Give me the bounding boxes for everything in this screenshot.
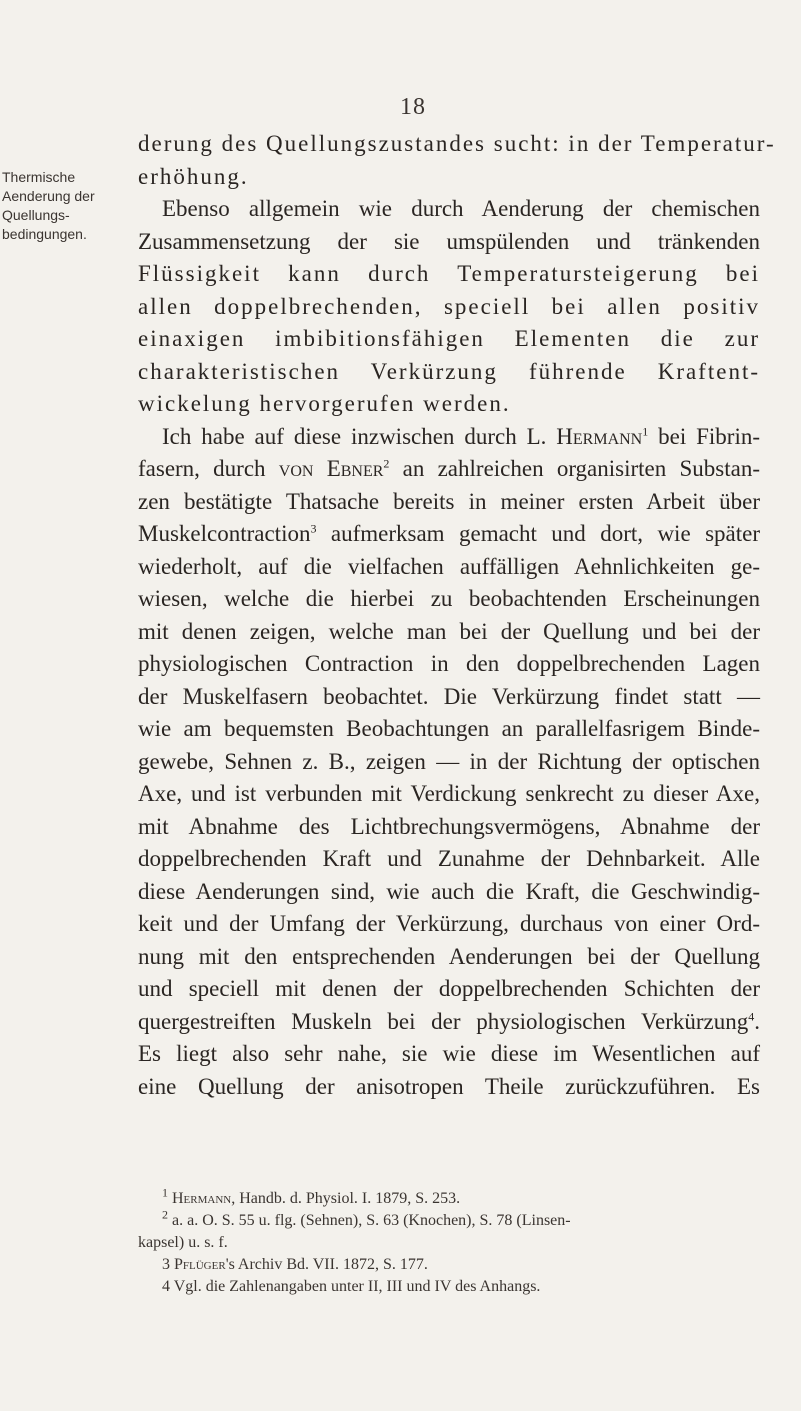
- text-line: wie am bequemsten Beobachtungen an parallelfasrigem Binde-: [138, 716, 760, 741]
- footnote-ref: 2: [383, 456, 390, 471]
- text-line: wiesen, welche die hierbei zu beobachtenden Erscheinungen: [138, 586, 760, 611]
- margin-note: [2, 168, 120, 244]
- footnote: [138, 1254, 760, 1276]
- text-segment: bei Fibrin-: [648, 423, 761, 449]
- text-line: charakteristischen Verkürzung führende Kraftent-: [138, 358, 760, 384]
- footnote-text: a. a. O. S. 55 u. flg. (Sehnen), S. 63 (Knochen), S. 78 (Linsen-: [172, 1212, 571, 1229]
- footnote-text: , Handb. d. Physiol. I. 1879, S. 253.: [231, 1190, 461, 1207]
- footnotes: [138, 1185, 760, 1298]
- body-text: [138, 128, 776, 1103]
- footnote-number: 2: [162, 1207, 168, 1222]
- footnote-text: Vgl. die Zahlenangaben unter II, III und IV des Anhangs.: [173, 1278, 541, 1295]
- footnote-number: 3: [162, 1256, 170, 1273]
- text-segment: fasern, durch: [138, 456, 279, 481]
- margin-note-line: bedingungen.: [2, 226, 87, 242]
- text-line: [138, 518, 760, 551]
- text-line: erhöhung.: [138, 163, 249, 189]
- text-line: Axe, und ist verbunden mit Verdickung senkrecht zu dieser Axe,: [138, 781, 760, 806]
- text-segment: quergestreiften Muskeln bei der physiologischen Verkürzung: [138, 1008, 749, 1034]
- footnote-text: 's Archiv Bd. VII. 1872, S. 177.: [225, 1256, 428, 1273]
- text-line: Ebenso allgemein wie durch Aenderung der chemischen: [162, 196, 760, 221]
- text-line: Flüssigkeit kann durch Temperatursteigerung bei: [138, 261, 760, 286]
- text-line: zen bestätigte Thatsache bereits in meiner ersten Arbeit über: [138, 488, 760, 514]
- text-line: diese Aenderungen sind, wie auch die Kraft, die Geschwindig-: [138, 878, 760, 904]
- text-segment: .: [754, 1008, 760, 1034]
- text-line: der Muskelfasern beobachtet. Die Verkürzung findet statt —: [138, 683, 760, 709]
- text-line: derung des Quellungszustandes sucht: in der Temperatur-: [138, 131, 776, 156]
- text-line: [138, 453, 760, 486]
- text-line: Zusammensetzung der sie umspülenden und tränkenden: [138, 228, 760, 254]
- margin-note-line: Quellungs-: [2, 207, 70, 223]
- footnote-ref: 3: [310, 521, 317, 536]
- text-line: und speciell mit denen der doppelbrechenden Schichten der: [138, 976, 760, 1001]
- text-line: einaxigen imbibitionsfähigen Elementen die zur: [138, 326, 760, 351]
- text-line: [138, 1006, 760, 1039]
- footnote-number: 1: [162, 1185, 168, 1200]
- text-line: mit denen zeigen, welche man bei der Quellung und bei der: [138, 618, 760, 644]
- footnote: [138, 1207, 760, 1232]
- author-name: Pflüger: [174, 1256, 226, 1273]
- footnote-continuation: kapsel) u. s. f.: [138, 1234, 228, 1251]
- footnote: [138, 1185, 760, 1210]
- text-line: allen doppelbrechenden, speciell bei allen positiv: [138, 293, 760, 319]
- author-prefix: von: [278, 456, 327, 481]
- text-line: doppelbrechenden Kraft und Zunahme der Dehnbarkeit. Alle: [138, 846, 760, 871]
- page-number: 18: [400, 94, 426, 120]
- footnote: [138, 1276, 760, 1298]
- text-segment: Ich habe auf diese inzwischen durch L.: [162, 423, 557, 449]
- author-name: Hermann: [556, 423, 643, 449]
- text-line: keit und der Umfang der Verkürzung, durchaus von einer Ord-: [138, 911, 760, 936]
- footnote-number: 4: [162, 1278, 170, 1295]
- footnote-ref: 1: [642, 423, 649, 438]
- text-line: gewebe, Sehnen z. B., zeigen — in der Richtung der optischen: [138, 748, 760, 774]
- text-line: [138, 421, 760, 454]
- text-line: wiederholt, auf die vielfachen auffälligen Aehnlichkeiten ge-: [138, 553, 760, 579]
- margin-note-line: Aenderung der: [2, 188, 95, 204]
- author-name: Hermann: [172, 1190, 232, 1207]
- margin-note-line: Thermische: [2, 169, 76, 185]
- text-segment: aufmerksam gemacht und dort, wie später: [316, 521, 760, 546]
- text-line: eine Quellung der anisotropen Theile zurückzuführen. Es: [138, 1073, 760, 1099]
- text-line: nung mit den entsprechenden Aenderungen bei der Quellung: [138, 943, 760, 969]
- text-line: wickelung hervorgerufen werden.: [138, 391, 511, 416]
- text-segment: an zahlreichen organisirten Substan-: [389, 456, 760, 481]
- text-line: physiologischen Contraction in den doppelbrechenden Lagen: [138, 651, 760, 676]
- author-name: Ebner: [326, 456, 384, 481]
- text-line: mit Abnahme des Lichtbrechungsvermögens, Abnahme der: [138, 813, 760, 839]
- text-line: Es liegt also sehr nahe, sie wie diese im Wesentlichen auf: [138, 1041, 760, 1066]
- footnote-ref: 4: [748, 1008, 755, 1023]
- text-segment: Muskelcontraction: [138, 521, 311, 546]
